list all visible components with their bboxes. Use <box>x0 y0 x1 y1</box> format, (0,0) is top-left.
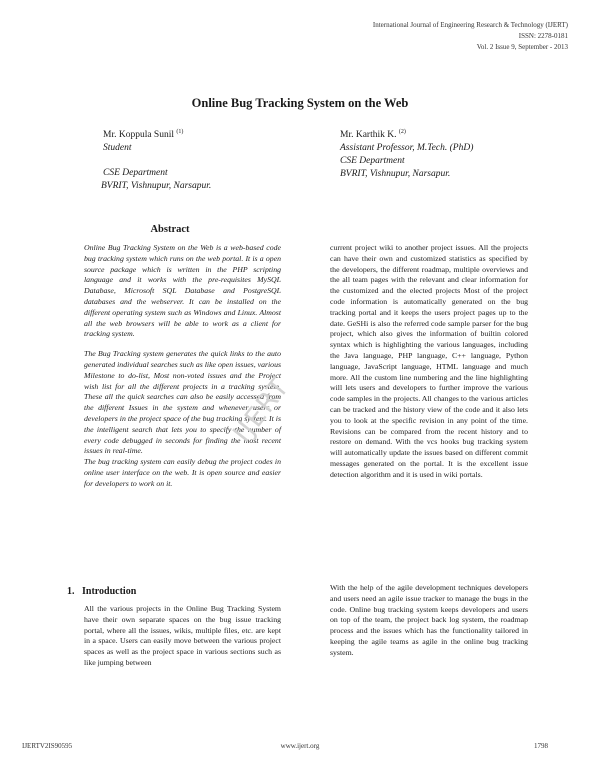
author-2-sup: (2) <box>398 129 406 135</box>
running-header <box>373 20 568 53</box>
author-1-dept: CSE Department <box>103 168 168 179</box>
issn: ISSN: 2278-0181 <box>518 32 568 40</box>
footer-page-number: 1798 <box>534 742 548 750</box>
author-2-dept: CSE Department <box>340 156 405 167</box>
author-1 <box>103 126 211 193</box>
section-number: 1. <box>67 586 75 597</box>
author-1-name: Mr. Koppula Sunil <box>103 130 174 141</box>
author-2-role: Assistant Professor, M.Tech. (PhD) <box>340 143 474 154</box>
section-heading <box>67 586 136 597</box>
ijert-watermark: IJERT <box>227 371 297 449</box>
section-title: Introduction <box>82 586 137 597</box>
author-2-inst: BVRIT, Vishnupur, Narsapur. <box>340 169 451 180</box>
abstract-right-paragraph: current project wiki to another project issues. All the projects can have their own and customized statistics as specified by the developers, the different roadmap, multiple overviews and the all team pages with the relevant and clear information for the customized and the elected projects Most of the project code information is automatically generated on the bug tracking portal and it keeps the users project pages up to the date. GeSHi is also the referred code sample parser for the bug project, which also gives the information of builtin colored syntax which is highlighting the various languages, including the Java language, PHP language, C++ language, Python language, JavaScript language, HTML language and much more. All the custom line numbering and the line highlighting will lets users and developers to further improve the various code samples in the projects. All changes to the various articles can be tracked and the history view of the code and it also lets you to look at the specific revision in any point of the time. Revisions can be compared from the recent history and to restore on demand. With the vcs hooks bug tracking system will automatically update the issues based on different commit messages generated on the portal. It is the excellent issue detection algorithm and it is used in wiki portals. <box>330 243 528 479</box>
paper-title: Online Bug Tracking System on the Web <box>191 96 409 110</box>
intro-right-paragraph: With the help of the agile development techniques developers and users need an agile issue tracker to manage the bugs in the code. Online bug tracking system keeps developers and users on top of the team, the project back log system, the roadmap process and the issues which has the functionality tailored in keeping the agile teams as agile in the online bug tracking system. <box>330 583 528 657</box>
abstract-paragraph-3: The bug tracking system can easily debug the project codes in online user interface on the web. It is open source and easier for developers to work on it. <box>84 457 281 488</box>
abstract-left-column <box>84 243 281 490</box>
abstract-paragraph-2: The Bug Tracking system generates the quick links to the auto generated individual searches such as like open issues, various Milestone to do-list, Most non-voted issues and the Project wish list for all the different projects in a tracking system. These all the quick searches can also be easily accessed from the different Issues in the system and whenever users or developers in the project space of the bug tracking system. It is the intelligent search that lets you to specify the number of every code debugged in seconds for finding the most recent issues in real-time. <box>84 349 281 456</box>
author-2-name: Mr. Karthik K. <box>340 130 397 141</box>
abstract-heading: Abstract <box>150 224 190 235</box>
intro-left-paragraph: All the various projects in the Online Bug Tracking System have their own separate spaces on the bug issue tracking portal, where all the issues, wikis, multiple files, etc. are kept in a space. Users can easily move between the various project spaces as well as the project space in various sections such as like jumping between <box>84 604 281 667</box>
author-1-role: Student <box>103 143 132 154</box>
footer-url[interactable]: www.ijert.org <box>280 742 320 750</box>
author-1-sup: (1) <box>176 129 184 135</box>
abstract-paragraph-1: Online Bug Tracking System on the Web is a web-based code bug tracking system which runs on the web portal. It is a open source package which is written in the PHP scripting language and it works with the pre-requisites MySQL Database, Microsoft SQL Database and PostgreSQL databases and the webserver. It can be installed on the different operating system such as Windows and Linux. Almost all the web browsers will be able to work as a client for tracking system. <box>84 243 281 339</box>
volume-issue: Vol. 2 Issue 9, September - 2013 <box>476 43 568 51</box>
journal-name: International Journal of Engineering Research & Technology (IJERT) <box>372 21 568 29</box>
author-1-inst: BVRIT, Vishnupur, Narsapur. <box>101 181 212 192</box>
abstract-right-column <box>330 243 528 481</box>
intro-right-column <box>330 583 528 659</box>
author-2 <box>340 126 473 181</box>
intro-left-column <box>84 604 281 669</box>
footer-paper-id: IJERTV2IS90595 <box>22 742 73 750</box>
